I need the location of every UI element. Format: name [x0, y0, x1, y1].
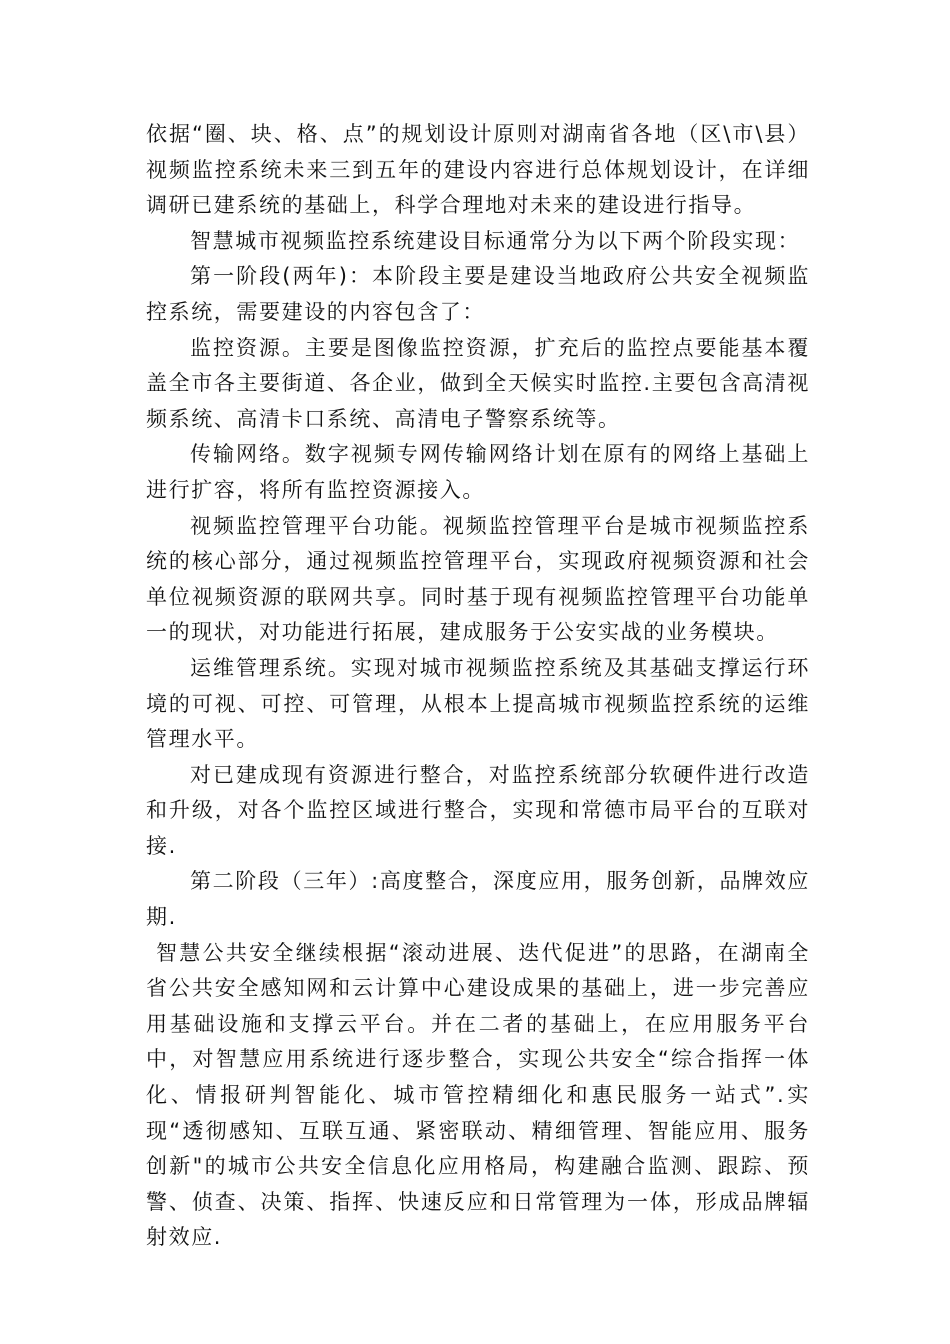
document-body — [146, 117, 810, 1256]
paragraph-stage-one: 第一阶段(两年)：本阶段主要是建设当地政府公共安全视频监控系统，需要建设的内容包含了： — [146, 264, 810, 324]
paragraph-planning-principle: 依据“圈、块、格、点”的规划设计原则对湖南省各地（区\市\县）视频监控系统未来三到五年的建设内容进行总体规划设计，在详细调研已建系统的基础上，科学合理地对未来的建设进行指导。 — [146, 122, 810, 218]
paragraph-operations-management: 运维管理系统。实现对城市视频监控系统及其基础支撑运行环境的可视、可控、可管理，从根本上提高城市视频监控系统的运维管理水平。 — [146, 655, 810, 752]
paragraph-monitoring-resources: 监控资源。主要是图像监控资源，扩充后的监控点要能基本覆盖全市各主要街道、各企业，做到全天候实时监控.主要包含高清视频系统、高清卡口系统、高清电子警察系统等。 — [146, 335, 810, 431]
paragraph-smart-public-safety: 智慧公共安全继续根据“滚动进展、迭代促进”的思路，在湖南全省公共安全感知网和云计算中心建设成果的基础上，进一步完善应用基础设施和支撑云平台。并在二者的基础上，在应用服务平台中，对智慧应用系统进行逐步整合，实现公共安全“综合指挥一体化、情报研判智能化、城市管控精细化和惠民服务一站式”.实现“透彻感知、互联互通、紧密联动、精细管理、智能应用、服务创新"的城市公共安全信息化应用格局，构建融合监测、跟踪、预警、侦查、决策、指挥、快速反应和日常管理为一体，形成品牌辐射效应. — [146, 940, 810, 1250]
paragraph-management-platform: 视频监控管理平台功能。视频监控管理平台是城市视频监控系统的核心部分，通过视频监控管理平台，实现政府视频资源和社会单位视频资源的联网共享。同时基于现有视频监控管理平台功能单一的现状，对功能进行拓展，建成服务于公安实战的业务模块。 — [146, 513, 810, 645]
paragraph-transmission-network: 传输网络。数字视频专网传输网络计划在原有的网络上基础上进行扩容，将所有监控资源接入。 — [146, 442, 810, 502]
paragraph-resource-integration: 对已建成现有资源进行整合，对监控系统部分软硬件进行改造和升级，对各个监控区域进行整合，实现和常德市局平台的互联对接. — [146, 762, 810, 858]
paragraph-stage-two: 第二阶段（三年）:高度整合，深度应用，服务创新，品牌效应期. — [146, 869, 810, 930]
paragraph-two-stage-goal: 智慧城市视频监控系统建设目标通常分为以下两个阶段实现： — [190, 228, 801, 253]
